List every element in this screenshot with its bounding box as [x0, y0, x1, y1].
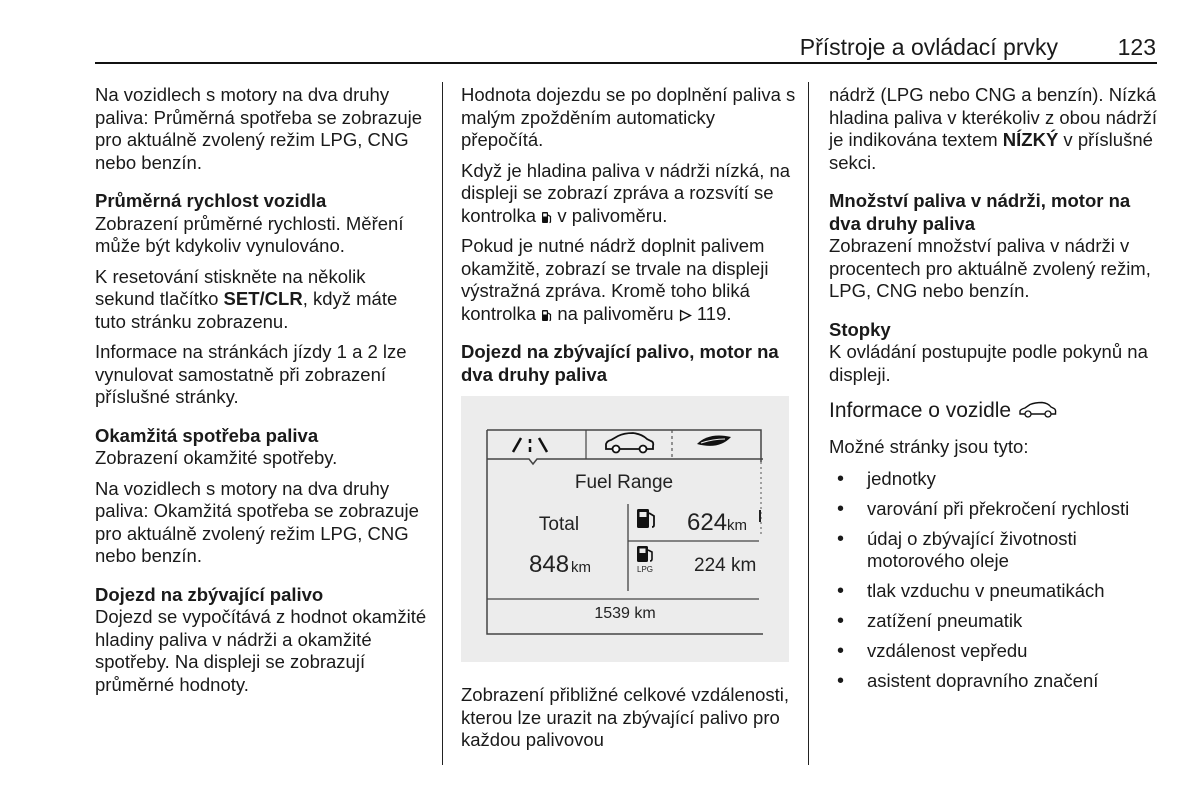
display-lpg-value: 224 km — [694, 555, 757, 576]
fuel-range-display-screen — [461, 396, 789, 662]
paragraph-pages-intro: Možné stránky jsou tyto: — [829, 436, 1029, 457]
low-level-text: NÍZKÝ — [1002, 129, 1059, 150]
display-total-value: 848 — [529, 551, 570, 578]
display-petrol-unit: km — [727, 517, 747, 534]
paragraph-display-caption: Zobrazení přibližné celkové vzdálenosti, kterou lze urazit na zbývající palivo pro každou palivovou — [461, 684, 790, 750]
list-item: • zatížení pneumatik — [829, 610, 1159, 633]
list-item: • jednotky — [829, 468, 1159, 491]
paragraph-refuel-now: Pokud je nutné nádrž doplnit palivem okamžitě, zobrazí se trvale na displeji výstražná zpráva. Kromě toho bliká kontrolka na palivoměru 119. — [461, 235, 769, 324]
paragraph-instant-bifuel: Na vozidlech s motory na dva druhy paliva: Okamžitá spotřeba se zobrazuje pro aktuálně zvolený režim LPG, CNG nebo benzín. — [95, 477, 419, 566]
paragraph-low-fuel: Když je hladina paliva v nádrži nízká, na displeji se zobrazí zpráva a rozsvítí se kontrolka v palivoměru. — [461, 159, 791, 226]
paragraph-bifuel-fuel-level: Zobrazení množství paliva v nádrži v procentech pro aktuálně zvolený režim, LPG, CNG nebo benzín. — [829, 235, 1151, 301]
heading-average-speed: Průměrná rychlost vozidla — [95, 190, 327, 211]
set-clr-button-label: SET/CLR — [223, 288, 303, 309]
paragraph-average-speed: Zobrazení průměrné rychlosti. Měření může být kdykoliv vynulováno. — [95, 212, 404, 256]
column-1 — [95, 84, 430, 704]
paragraph-remaining-range: Dojezd se vypočítává z hodnot okamžité hladiny paliva v nádrži a okamžité spotřeby. Na displeji se zobrazují průměrné hodnoty. — [95, 606, 427, 695]
column-divider-left — [442, 82, 443, 765]
display-total-label: Total — [538, 514, 580, 535]
list-item: • tlak vzduchu v pneumatikách — [829, 580, 1159, 603]
eco-leaf-icon — [697, 436, 731, 446]
display-lpg-label: LPG — [637, 565, 654, 574]
list-item: • údaj o zbývající životnosti motorového oleje — [829, 528, 1159, 573]
fuel-pump-icon — [541, 309, 552, 322]
lpg-pump-icon — [637, 546, 652, 562]
heading-instant-consumption: Okamžitá spotřeba paliva — [95, 424, 319, 446]
petrol-pump-icon — [637, 509, 654, 528]
column-2 — [461, 84, 796, 760]
paragraph-instant-consumption: Zobrazení okamžité spotřeby. — [95, 447, 338, 468]
vehicle-info-car-icon — [1017, 401, 1057, 419]
page-header-title: Přístroje a ovládací prvky — [799, 34, 1058, 60]
paragraph-reset: K resetování stiskněte na několik sekund tlačítko SET/CLR, když máte tuto stránku zobrazenu. — [95, 265, 398, 332]
page-number: 123 — [1117, 34, 1156, 60]
page-reference-link[interactable]: 119. — [696, 302, 732, 324]
list-item: • varování při překročení rychlosti — [829, 498, 1159, 521]
page-reference-arrow-icon — [679, 309, 692, 322]
column-divider-right — [808, 82, 809, 765]
heading-bifuel-fuel-level: Množství paliva v nádrži, motor na dva druhy paliva — [829, 190, 1131, 234]
paragraph-low-level-indication: nádrž (LPG nebo CNG a benzín). Nízká hladina paliva v kterékoliv z obou nádrží je indikována textem NÍZKÝ v příslušné sekci. — [829, 84, 1158, 173]
heading-remaining-range: Dojezd na zbývající palivo — [95, 583, 324, 605]
heading-bifuel-range: Dojezd na zbývající palivo, motor na dva druhy paliva — [461, 341, 779, 385]
display-title: Fuel Range — [574, 472, 674, 493]
car-icon — [606, 433, 653, 453]
fuel-pump-icon — [541, 211, 552, 224]
column-3 — [829, 84, 1159, 700]
fuel-range-display-illustration — [461, 396, 789, 662]
paragraph-stopwatch: K ovládání postupujte podle pokynů na displeji. — [829, 341, 1148, 385]
display-total-unit: km — [571, 559, 591, 576]
list-item: • asistent dopravního značení — [829, 670, 1159, 693]
paragraph-bifuel-average: Na vozidlech s motory na dva druhy paliva: Průměrná spotřeba se zobrazuje pro aktuálně zvolený režim LPG, CNG nebo benzín. — [95, 84, 423, 173]
display-petrol-value: 624 — [687, 509, 728, 536]
list-item: • vzdálenost vepředu — [829, 640, 1159, 663]
paragraph-refuel-recalc: Hodnota dojezdu se po doplnění paliva s malým zpožděním automaticky přepočítá. — [461, 84, 796, 150]
vehicle-info-pages-list — [829, 468, 1159, 693]
header-rule — [95, 62, 1157, 64]
heading-stopwatch: Stopky — [829, 318, 891, 340]
paragraph-reset-pages: Informace na stránkách jízdy 1 a 2 lze vynulovat samostatně při zobrazení příslušné stránky. — [95, 341, 407, 407]
road-icon — [513, 438, 547, 452]
display-total-range-value: 1539 km — [594, 605, 656, 622]
section-title-vehicle-info: Informace o vozidle — [829, 398, 1159, 424]
